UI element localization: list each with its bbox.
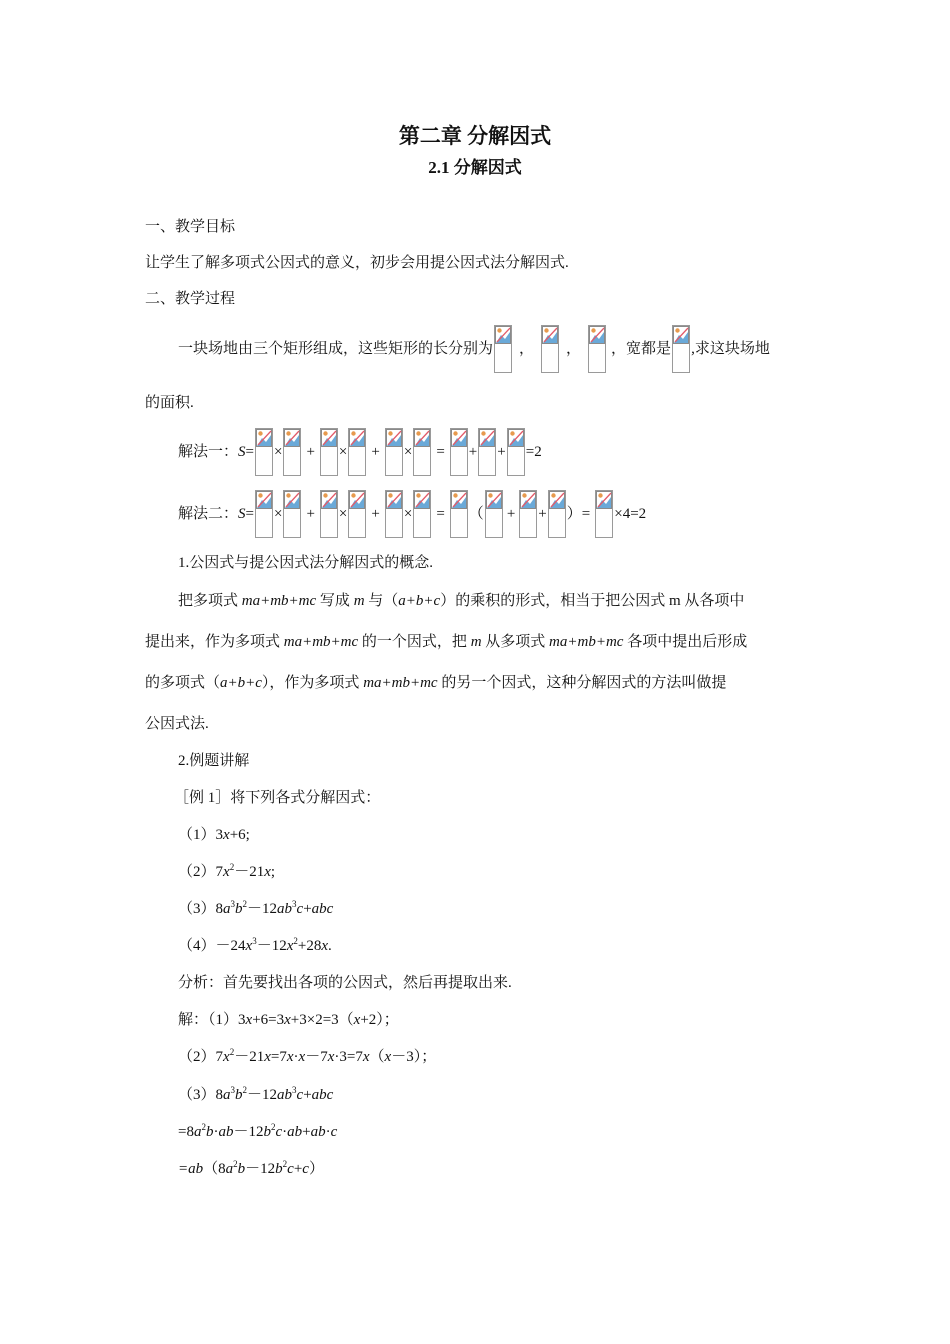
exercise-3: $(3)8a^3b^2-12ab^3c+abc$	[178, 899, 334, 917]
equals-sign: =	[436, 444, 445, 460]
image-placeholder-icon	[348, 428, 366, 476]
image-placeholder-icon	[385, 428, 403, 476]
method-one-line	[178, 428, 542, 476]
image-placeholder-icon	[519, 490, 537, 538]
equals-sign: =	[436, 506, 445, 522]
times-sign: ×	[338, 444, 348, 460]
equals-sign: =	[581, 506, 591, 522]
method-two-line	[178, 490, 646, 538]
heading-goals: 一、教学目标	[145, 219, 236, 235]
image-placeholder-icon	[413, 490, 431, 538]
comma: ，	[566, 341, 582, 357]
image-placeholder-icon	[595, 490, 613, 538]
plus-sign: +	[506, 506, 516, 522]
problem-text-cont: 的面积.	[145, 395, 194, 411]
image-placeholder-icon	[283, 428, 301, 476]
exercise-1: （1）3x+6;	[178, 827, 250, 843]
image-placeholder-icon	[485, 490, 503, 538]
image-placeholder-icon	[450, 428, 468, 476]
image-placeholder-icon	[348, 490, 366, 538]
image-placeholder-icon	[320, 490, 338, 538]
section-subtitle: 2.1 分解因式	[428, 158, 522, 177]
left-paren: （	[468, 506, 484, 522]
area-symbol: S=	[238, 506, 254, 522]
examples-title: 2.例题讲解	[178, 753, 250, 769]
plus-sign: +	[468, 444, 478, 460]
image-placeholder-icon	[548, 490, 566, 538]
solution-3: $(3)8a^3b^2-12ab^3c+abc$	[178, 1085, 334, 1103]
image-placeholder-icon	[494, 325, 512, 373]
concept-title: 1.公因式与提公因式法分解因式的概念.	[178, 555, 434, 571]
problem-text: 一块场地由三个矩形组成，这些矩形的长分别为	[178, 341, 494, 357]
page-title: 第二章 分解因式	[398, 124, 552, 148]
problem-text-width: ，宽都是	[611, 341, 672, 357]
concept-line-1: 把多项式 ma+mb+mc 写成 m 与（a+b+c）的乘积的形式，相当于把公因式 m 从各项中	[178, 593, 745, 609]
solution-1: 解：（1）3x+6=3x+3×2=3（x+2）；	[178, 1012, 399, 1028]
area-symbol: S=	[238, 444, 254, 460]
image-placeholder-icon	[413, 428, 431, 476]
image-placeholder-icon	[541, 325, 559, 373]
comma: ，	[519, 341, 535, 357]
concept-line-3: 的多项式（a+b+c），作为多项式 ma+mb+mc 的另一个因式，这种分解因式的方法叫做提	[145, 675, 727, 691]
image-placeholder-icon	[320, 428, 338, 476]
times-sign: ×	[403, 506, 413, 522]
image-placeholder-icon	[385, 490, 403, 538]
times-sign: ×	[273, 506, 283, 522]
plus-sign: +	[497, 444, 506, 460]
image-placeholder-icon	[672, 325, 690, 373]
concept-line-2: 提出来，作为多项式 ma+mb+mc 的一个因式，把 m 从多项式 ma+mb+mc 各项中提出后形成	[145, 634, 748, 650]
image-placeholder-icon	[255, 428, 273, 476]
solution-3-step-2: $=8a^2b\cdot ab-12b^2c\cdot ab+ab\cdot c$	[178, 1122, 338, 1140]
method-two-result: ×4=2	[614, 506, 647, 522]
exercise-4: $(4)-24x^3-12x^2+28x$.	[178, 936, 332, 954]
image-placeholder-icon	[588, 325, 606, 373]
plus-sign: +	[371, 506, 380, 522]
analysis-text: 分析：首先要找出各项的公因式，然后再提取出来.	[178, 975, 512, 991]
image-placeholder-icon	[507, 428, 525, 476]
heading-process: 二、教学过程	[145, 291, 236, 307]
goal-text: 让学生了解多项式公因式的意义，初步会用提公因式法分解因式.	[145, 255, 569, 271]
right-paren: ）	[566, 506, 582, 522]
image-placeholder-icon	[450, 490, 468, 538]
method-one-label: 解法一：	[178, 444, 239, 460]
plus-sign: +	[371, 444, 380, 460]
image-placeholder-icon	[478, 428, 496, 476]
image-placeholder-icon	[283, 490, 301, 538]
image-placeholder-icon	[255, 490, 273, 538]
solution-3-step-3: $=ab(8a^2b-12b^2c+c)$	[178, 1159, 324, 1177]
concept-line-4: 公因式法.	[145, 716, 209, 732]
method-two-label: 解法二：	[178, 506, 239, 522]
method-one-result: =2	[525, 444, 542, 460]
times-sign: ×	[338, 506, 348, 522]
plus-sign: +	[306, 444, 315, 460]
problem-text-end: ,求这块场地	[691, 341, 770, 357]
plus-sign: +	[306, 506, 315, 522]
example-intro: ［例 1］将下列各式分解因式：	[174, 790, 381, 806]
problem-line	[178, 325, 770, 373]
exercise-2: $(2)7x^2-21x$;	[178, 862, 276, 880]
plus-sign: +	[538, 506, 547, 522]
times-sign: ×	[273, 444, 283, 460]
times-sign: ×	[403, 444, 413, 460]
solution-2: $(2)7x^2-21x=7x\cdot x-7x\cdot 3=7x(x-3)$；	[178, 1047, 437, 1065]
